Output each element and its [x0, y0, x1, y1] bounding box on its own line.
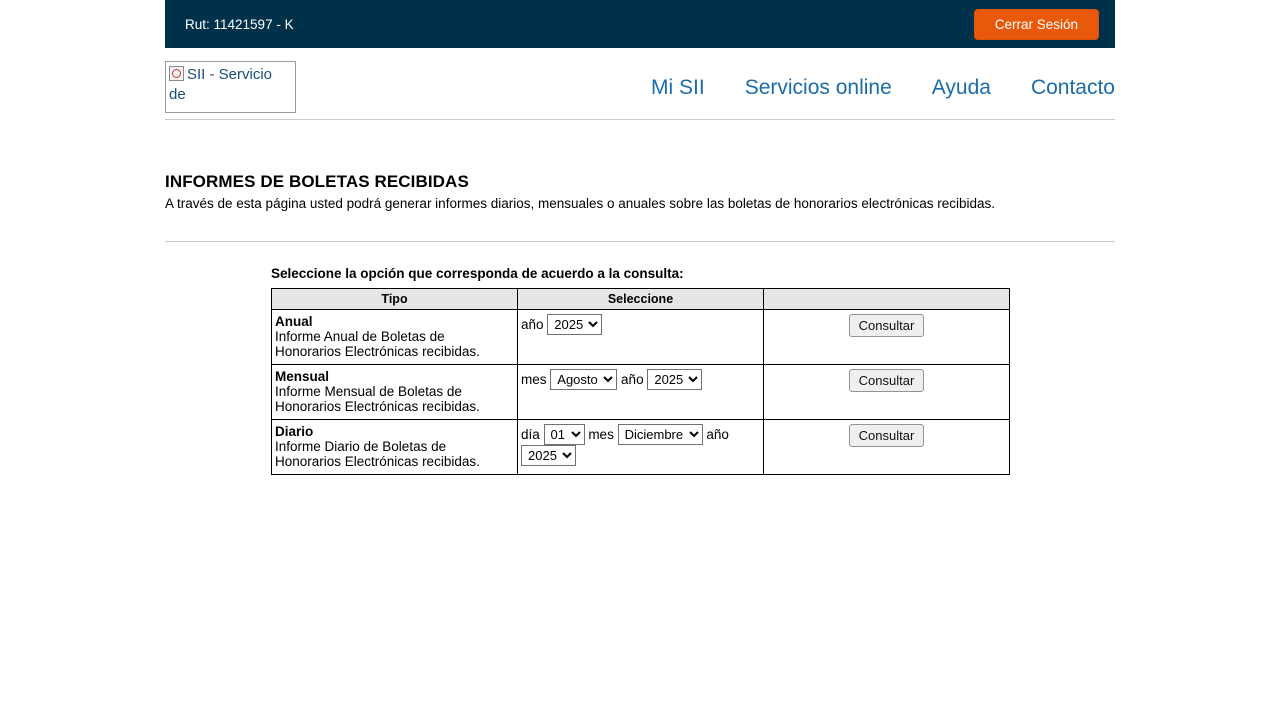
label-anual-year: año — [521, 317, 544, 332]
diario-year-select[interactable] — [521, 445, 576, 466]
section-divider — [165, 241, 1115, 242]
mensual-year-select[interactable] — [647, 369, 702, 390]
page-title: INFORMES DE BOLETAS RECIBIDAS — [165, 172, 469, 191]
cell-action-mensual — [764, 365, 1010, 420]
label-mensual-year: año — [621, 372, 644, 387]
cell-seleccione-anual — [518, 310, 764, 365]
top-session-bar — [165, 0, 1115, 48]
logout-button[interactable]: Cerrar Sesión — [974, 9, 1099, 40]
table-row-diario — [272, 420, 1010, 475]
table-row-mensual — [272, 365, 1010, 420]
main-content — [165, 120, 1115, 475]
consultar-button-mensual[interactable]: Consultar — [849, 369, 925, 392]
table-row-anual — [272, 310, 1010, 365]
diario-month-select[interactable] — [618, 424, 703, 445]
nav-item-servicios-online[interactable]: Servicios online — [744, 76, 892, 99]
broken-image-icon — [169, 66, 184, 81]
cell-action-anual — [764, 310, 1010, 365]
report-options-table — [271, 288, 1010, 475]
tipo-desc-anual: Informe Anual de Boletas de Honorarios Electrónicas recibidas. — [275, 329, 480, 359]
nav-item-mi-sii[interactable]: Mi SII — [651, 76, 705, 99]
nav-item-ayuda[interactable]: Ayuda — [931, 76, 991, 99]
anual-year-select[interactable] — [547, 314, 602, 335]
label-diario-year: año — [706, 427, 729, 442]
nav-item-contacto[interactable]: Contacto — [1030, 76, 1115, 99]
consultar-button-diario[interactable]: Consultar — [849, 424, 925, 447]
label-mensual-month: mes — [521, 372, 547, 387]
tipo-desc-diario: Informe Diario de Boletas de Honorarios Electrónicas recibidas. — [275, 439, 480, 469]
cell-action-diario — [764, 420, 1010, 475]
tipo-desc-mensual: Informe Mensual de Boletas de Honorarios Electrónicas recibidas. — [275, 384, 480, 414]
tipo-name-diario: Diario — [275, 424, 314, 439]
cell-seleccione-mensual — [518, 365, 764, 420]
column-header-seleccione: Seleccione — [518, 289, 764, 310]
cell-tipo-diario — [272, 420, 518, 475]
logo-alt-text: SII - Servicio de — [169, 66, 273, 103]
table-header-row — [272, 289, 1010, 310]
site-header — [165, 48, 1115, 120]
form-caption: Seleccione la opción que corresponda de acuerdo a la consulta: — [271, 266, 684, 281]
tipo-name-anual: Anual — [275, 314, 313, 329]
sii-logo-broken-image[interactable] — [165, 61, 296, 113]
rut-label: Rut: 11421597 - K — [185, 16, 294, 32]
cell-tipo-anual — [272, 310, 518, 365]
main-navigation — [651, 76, 1115, 100]
cell-tipo-mensual — [272, 365, 518, 420]
consultar-button-anual[interactable]: Consultar — [849, 314, 925, 337]
options-form-area — [165, 266, 1115, 475]
label-diario-day: día — [521, 427, 540, 442]
label-diario-month: mes — [588, 427, 614, 442]
diario-day-select[interactable] — [544, 424, 585, 445]
page-description: A través de esta página usted podrá generar informes diarios, mensuales o anuales sobre las boletas de honorarios electrónicas recibidas. — [165, 196, 995, 211]
mensual-month-select[interactable] — [550, 369, 617, 390]
content-container — [165, 0, 1115, 475]
cell-seleccione-diario — [518, 420, 764, 475]
tipo-name-mensual: Mensual — [275, 369, 330, 384]
column-header-action — [764, 289, 1010, 310]
column-header-tipo: Tipo — [272, 289, 518, 310]
